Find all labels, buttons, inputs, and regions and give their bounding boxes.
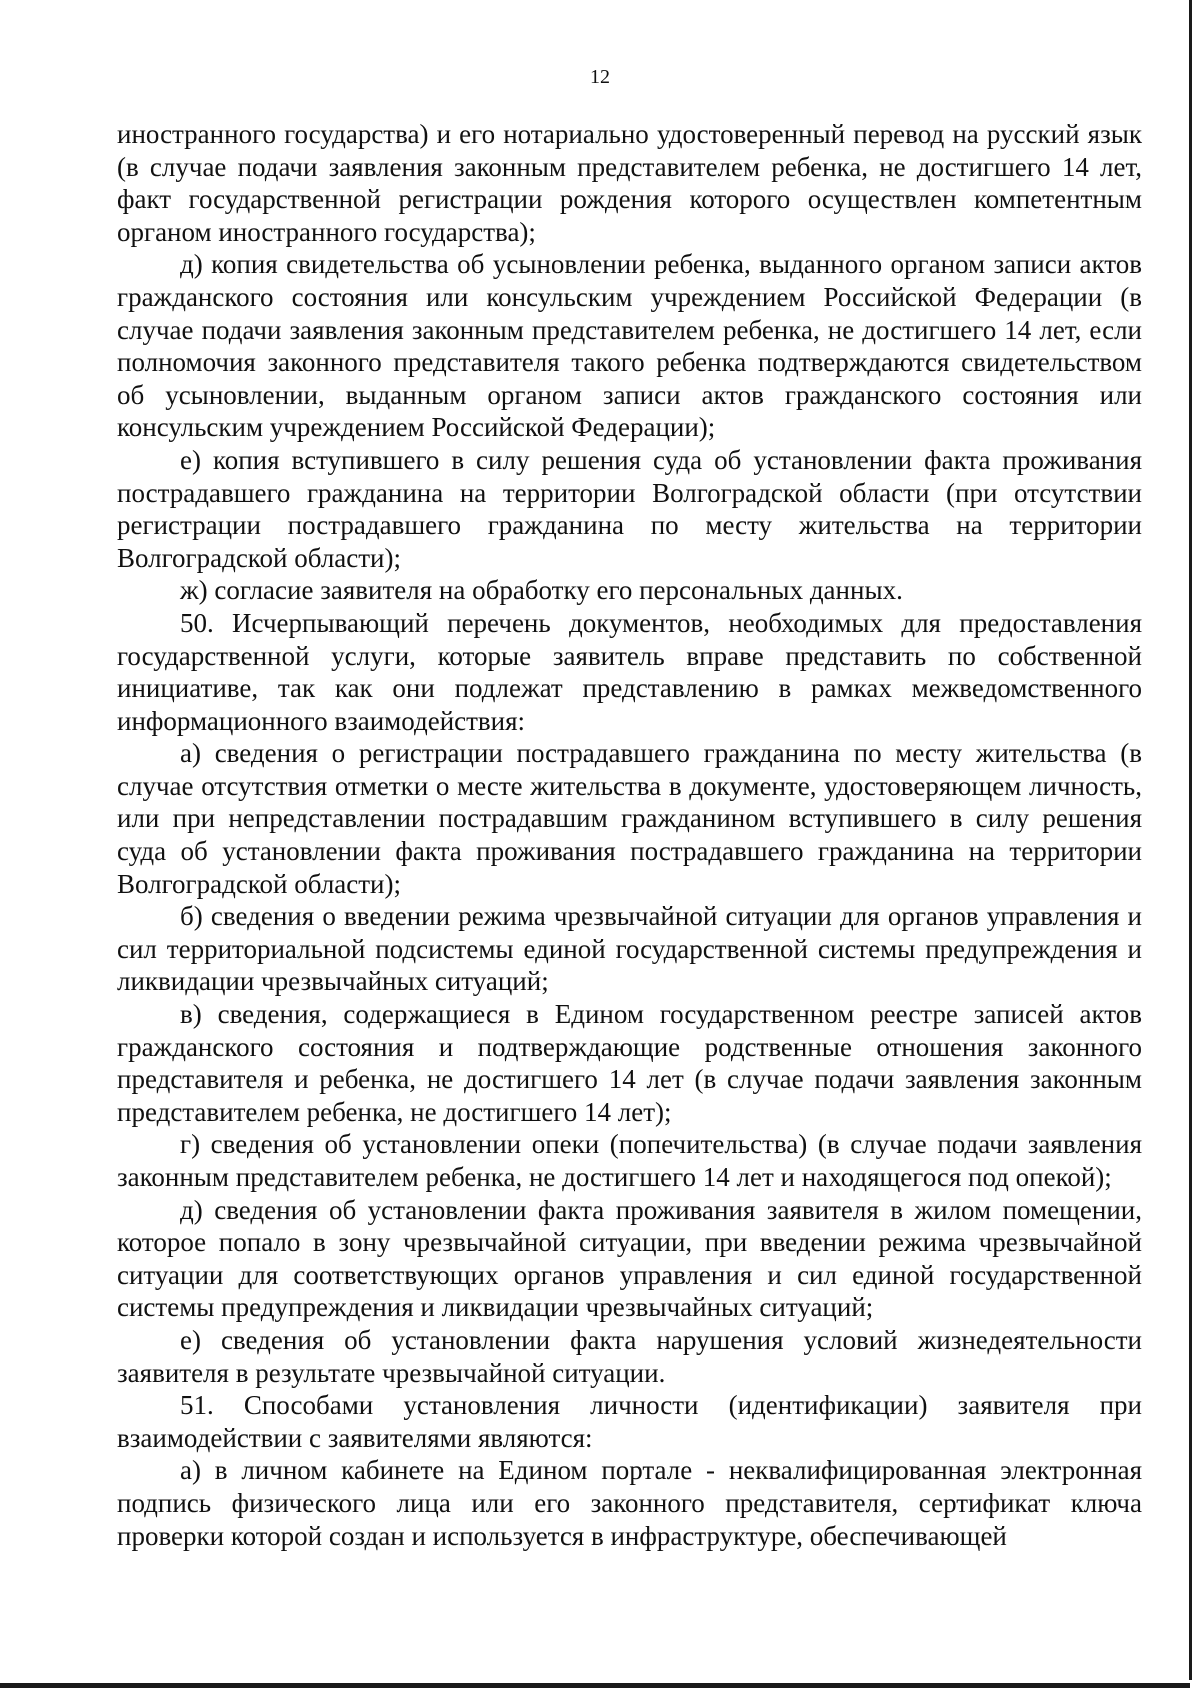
paragraph-50-item-e: е) сведения об установлении факта нарушения условий жизнедеятельности заявителя в результате чрезвычайной ситуации.	[117, 1324, 1142, 1388]
scan-edge-right	[1189, 0, 1192, 1680]
paragraph-item-d: д) копия свидетельства об усыновлении ребенка, выданного органом записи актов гражданского состояния или консульским учреждением Российской Федерации (в случае подачи заявления законным представителем ребенка, не достигшего 14 лет, если полномочия законного представителя такого ребенка подтверждаются свидетельством об усыновлении, выданным органом записи актов гражданского состояния или консульским учреждением Российской Федерации);	[117, 249, 1142, 443]
paragraph-50-item-g: г) сведения об установлении опеки (попечительства) (в случае подачи заявления законным представителем ребенка, не достигшего 14 лет и находящегося под опекой);	[117, 1129, 1142, 1192]
paragraph-clause-51: 51. Способами установления личности (идентификации) заявителя при взаимодействии с заявителями являются:	[117, 1390, 1142, 1453]
document-body	[117, 118, 1142, 1552]
paragraph-50-item-b: б) сведения о введении режима чрезвычайной ситуации для органов управления и сил территориальной подсистемы единой государственной системы предупреждения и ликвидации чрезвычайных ситуаций;	[117, 901, 1142, 997]
page-number: 12	[590, 66, 610, 88]
scan-edge-bottom	[0, 1683, 1190, 1688]
paragraph-item-e: е) копия вступившего в силу решения суда об установлении факта проживания пострадавшего гражданина на территории Волгоградской области (при отсутствии регистрации пострадавшего гражданина по месту жительства на территории Волгоградской области);	[117, 444, 1142, 573]
paragraph-item-zh: ж) согласие заявителя на обработку его персональных данных.	[180, 575, 903, 606]
paragraph-50-item-v: в) сведения, содержащиеся в Едином государственном реестре записей актов гражданского состояния и подтверждающие родственные отношения законного представителя и ребенка, не достигшего 14 лет (в случае подачи заявления законным представителем ребенка, не достигшего 14 лет);	[117, 999, 1142, 1127]
paragraph-clause-50: 50. Исчерпывающий перечень документов, необходимых для предоставления государственной услуги, которые заявитель вправе представить по собственной инициативе, так как они подлежат представлению в рамках межведомственного информационного взаимодействия:	[117, 607, 1142, 736]
paragraph-51-item-a: а) в личном кабинете на Едином портале - неквалифицированная электронная подпись физического лица или его законного представителя, сертификат ключа проверки которой создан и используется в инфраструктуре, обеспечивающей	[117, 1455, 1142, 1551]
paragraph-50-item-a: а) сведения о регистрации пострадавшего гражданина по месту жительства (в случае отсутствия отметки о месте жительства в документе, удостоверяющем личность, или при непредставлении пострадавшим гражданином вступившего в силу решения суда об установлении факта проживания пострадавшего гражданина на территории Волгоградской области);	[117, 738, 1142, 899]
paragraph-50-item-d: д) сведения об установлении факта проживания заявителя в жилом помещении, которое попало в зону чрезвычайной ситуации, при введении режима чрезвычайной ситуации для соответствующих органов управления и сил единой государственной системы предупреждения и ликвидации чрезвычайных ситуаций;	[117, 1194, 1142, 1323]
paragraph-continuation: иностранного государства) и его нотариально удостоверенный перевод на русский язык (в случае подачи заявления законным представителем ребенка, не достигшего 14 лет, факт государственной регистрации рождения которого осуществлен компетентным органом иностранного государства);	[117, 119, 1142, 247]
